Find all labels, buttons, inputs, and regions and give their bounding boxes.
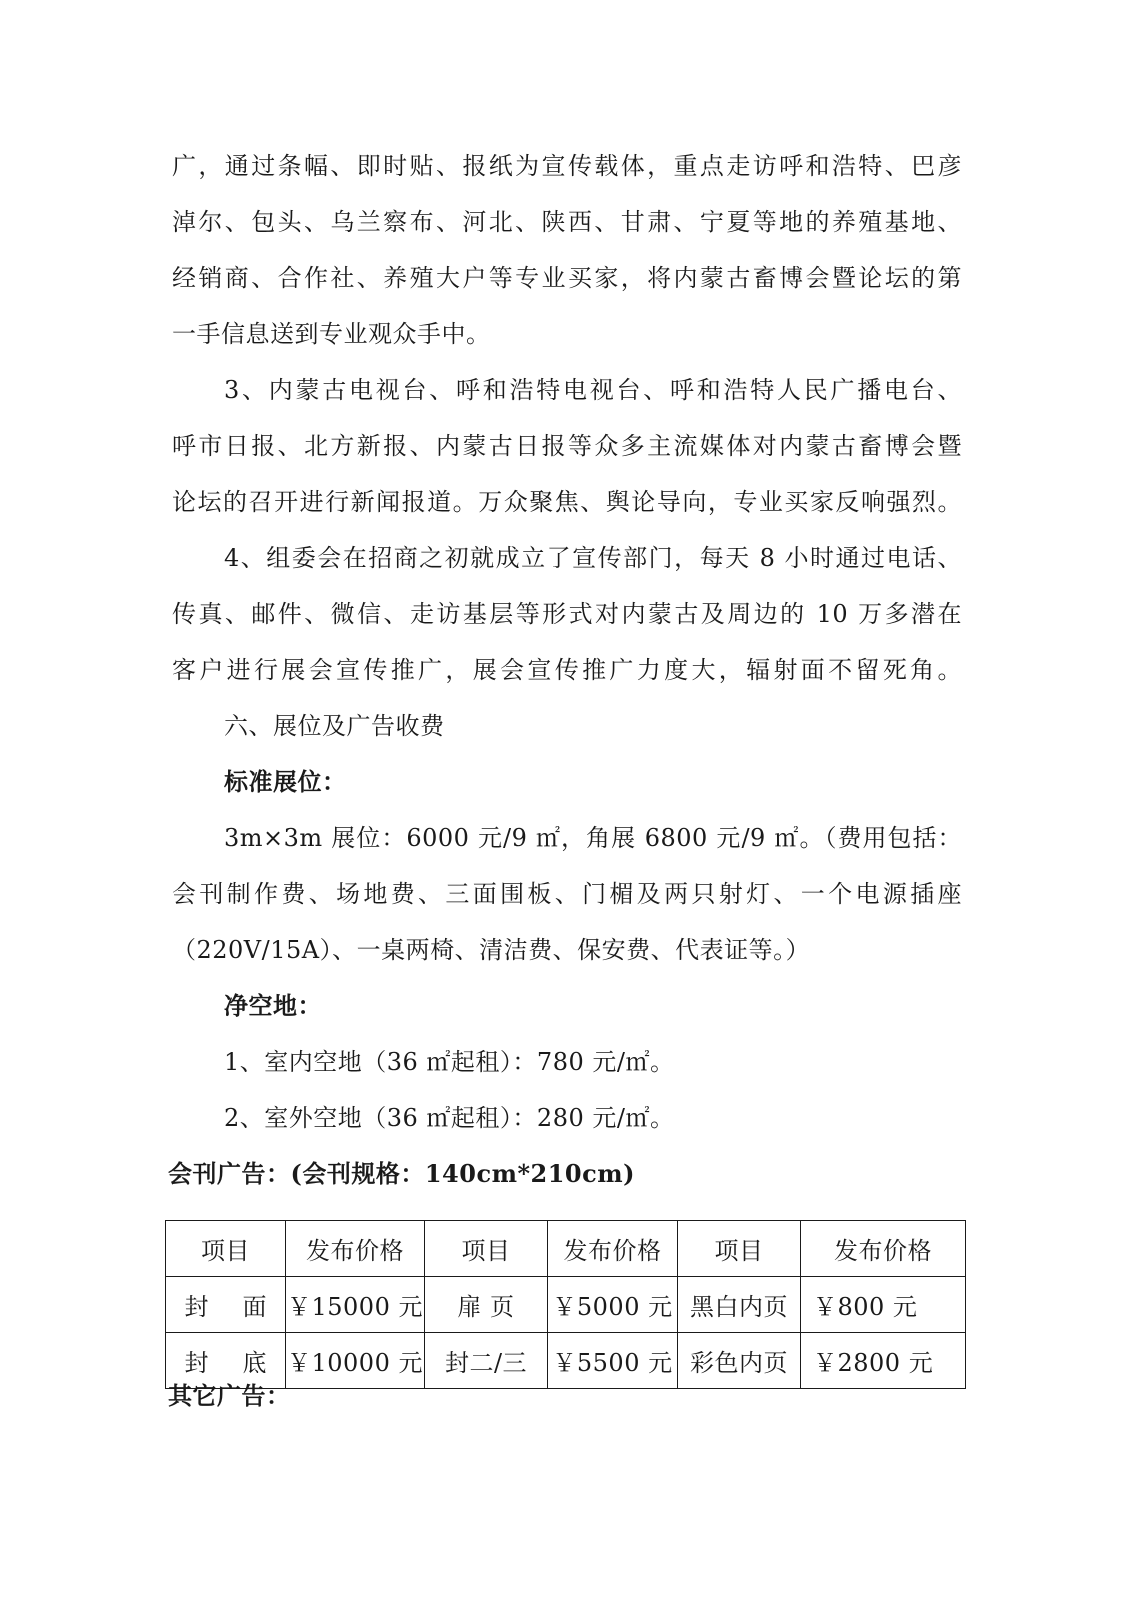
table-cell: 封二/三: [425, 1333, 548, 1389]
paragraph-line: 3、内蒙古电视台、呼和浩特电视台、呼和浩特人民广播电台、: [224, 376, 962, 404]
table-header-cell: 发布价格: [286, 1221, 425, 1277]
paragraph-line: 客户进行展会宣传推广，展会宣传推广力度大，辐射面不留死角。: [172, 656, 962, 684]
table-cell: 扉 页: [425, 1277, 548, 1333]
catalog-ad-price-table: [165, 1220, 966, 1389]
paragraph-line: 3m×3m 展位：6000 元/9 ㎡，角展 6800 元/9 ㎡。（费用包括：: [224, 824, 962, 852]
table-cell: ￥5000 元: [548, 1277, 678, 1333]
paragraph-line: 淖尔、包头、乌兰察布、河北、陕西、甘肃、宁夏等地的养殖基地、: [172, 208, 962, 236]
subsection-heading: 其它广告：: [168, 1381, 291, 1410]
table-caption: 会刊广告：(会刊规格：140cm*210cm): [168, 1159, 635, 1188]
table-header-cell: 项目: [166, 1221, 286, 1277]
paragraph-line: 呼市日报、北方新报、内蒙古日报等众多主流媒体对内蒙古畜博会暨: [172, 432, 962, 460]
subsection-heading: 标准展位：: [224, 767, 347, 796]
table-header-row: [166, 1221, 966, 1277]
paragraph-line: （220V/15A）、一桌两椅、清洁费、保安费、代表证等。）: [172, 936, 811, 964]
table-header-cell: 发布价格: [801, 1221, 966, 1277]
paragraph-line: 传真、邮件、微信、走访基层等形式对内蒙古及周边的 10 万多潜在: [172, 600, 962, 628]
table-cell: ￥5500 元: [548, 1333, 678, 1389]
table-cell: ￥800 元: [801, 1277, 966, 1333]
table-cell: 黑白内页: [678, 1277, 801, 1333]
table-cell: ￥15000 元: [286, 1277, 425, 1333]
list-item: 2、室外空地（36 ㎡起租）：280 元/㎡。: [224, 1104, 675, 1132]
table-header-cell: 发布价格: [548, 1221, 678, 1277]
table-cell: [166, 1277, 301, 1333]
table-cell: ￥2800 元: [801, 1333, 966, 1389]
subsection-heading: 净空地：: [224, 991, 322, 1020]
table-cell: ￥10000 元: [286, 1333, 425, 1389]
paragraph-line: 论坛的召开进行新闻报道。万众聚焦、舆论导向，专业买家反响强烈。: [172, 488, 962, 516]
list-item: 1、室内空地（36 ㎡起租）：780 元/㎡。: [224, 1048, 675, 1076]
table-cell: 彩色内页: [678, 1333, 801, 1389]
table-cell-text: 封底: [184, 1349, 301, 1377]
section-heading: 六、展位及广告收费: [224, 712, 445, 740]
paragraph-line: 经销商、合作社、养殖大户等专业买家，将内蒙古畜博会暨论坛的第: [172, 264, 962, 292]
table-row: [166, 1277, 966, 1333]
table-header-cell: 项目: [678, 1221, 801, 1277]
paragraph-line: 广，通过条幅、即时贴、报纸为宣传载体，重点走访呼和浩特、巴彦: [172, 152, 962, 180]
paragraph-line: 一手信息送到专业观众手中。: [172, 320, 491, 348]
paragraph-line: 会刊制作费、场地费、三面围板、门楣及两只射灯、一个电源插座: [172, 880, 962, 908]
table-header-cell: 项目: [425, 1221, 548, 1277]
paragraph-line: 4、组委会在招商之初就成立了宣传部门，每天 8 小时通过电话、: [224, 544, 962, 572]
table-cell-text: 封面: [184, 1293, 301, 1321]
